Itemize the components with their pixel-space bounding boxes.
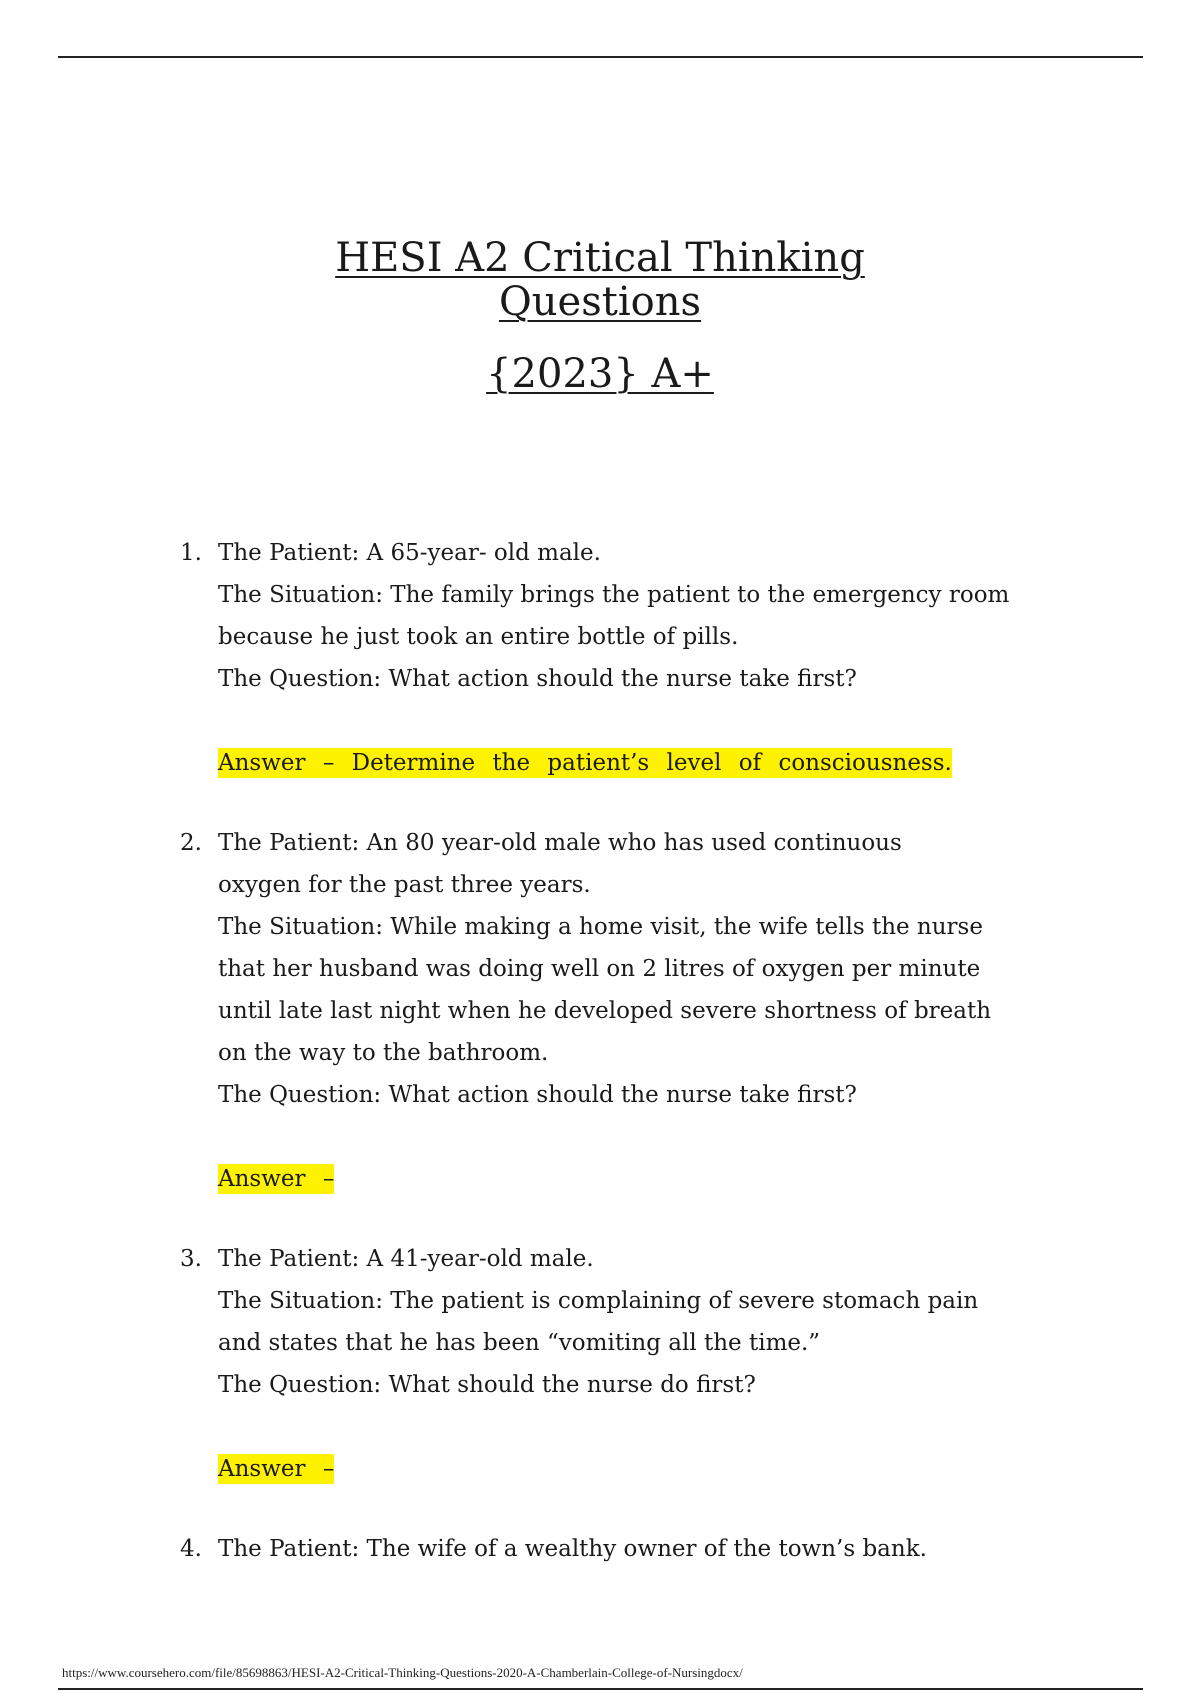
title-line-1: HESI A2 Critical Thinking: [335, 235, 865, 281]
answer-highlight: Answer –: [218, 1166, 335, 1192]
question-item-2: [0, 822, 1200, 1200]
patient-text: oxygen for the past three years.: [218, 872, 591, 898]
footer-rule: [58, 1688, 1143, 1690]
document-subtitle: [0, 350, 1200, 398]
patient-text: The Patient: The wife of a wealthy owner of the town’s bank.: [218, 1536, 927, 1562]
question-body: [218, 822, 1098, 1200]
document-title: [0, 236, 1200, 280]
question-number: 2.: [180, 830, 202, 856]
subtitle-text: {2023} A+: [486, 351, 714, 397]
question-number: 4.: [180, 1536, 202, 1562]
spacer: [218, 1406, 1098, 1448]
question-item-4: [0, 1528, 1200, 1570]
question-list: [0, 532, 1200, 1608]
patient-text: The Patient: A 65-year- old male.: [218, 540, 601, 566]
answer-line: [218, 742, 1098, 784]
question-item-3: [0, 1238, 1200, 1490]
patient-text: The Patient: An 80 year-old male who has used continuous: [218, 830, 902, 856]
situation-text: The Situation: The patient is complaining of severe stomach pain: [218, 1288, 979, 1314]
title-line-2: Questions: [499, 279, 701, 325]
situation-text: The Situation: While making a home visit, the wife tells the nurse: [218, 914, 983, 940]
question-number: 1.: [180, 540, 202, 566]
situation-text: because he just took an entire bottle of pills.: [218, 624, 739, 650]
question-number: 3.: [180, 1246, 202, 1272]
answer-line: [218, 1448, 1098, 1490]
question-body: [218, 532, 1098, 784]
situation-text: until late last night when he developed severe shortness of breath: [218, 998, 992, 1024]
situation-text: that her husband was doing well on 2 litres of oxygen per minute: [218, 956, 981, 982]
answer-highlight: Answer – Determine the patient’s level of consciousness.: [218, 750, 952, 776]
question-item-1: [0, 532, 1200, 784]
spacer: [218, 700, 1098, 742]
answer-highlight: Answer –: [218, 1456, 335, 1482]
question-body: [218, 1238, 1098, 1490]
situation-text: and states that he has been “vomiting all the time.”: [218, 1330, 821, 1356]
question-text: The Question: What action should the nurse take first?: [218, 666, 857, 692]
document-title-continued: [0, 280, 1200, 324]
situation-text: The Situation: The family brings the patient to the emergency room: [218, 582, 1010, 608]
question-text: The Question: What action should the nurse take first?: [218, 1082, 857, 1108]
question-body: [218, 1528, 1098, 1570]
source-url-link[interactable]: https://www.coursehero.com/file/85698863/HESI-A2-Critical-Thinking-Questions-2020-A-Chamberlain-College-of-Nursingdocx/: [62, 1665, 743, 1680]
spacer: [218, 1116, 1098, 1158]
header-rule: [58, 56, 1143, 58]
situation-text: on the way to the bathroom.: [218, 1040, 549, 1066]
patient-text: The Patient: A 41-year-old male.: [218, 1246, 594, 1272]
document-title-block: [0, 236, 1200, 398]
answer-line: [218, 1158, 1098, 1200]
question-text: The Question: What should the nurse do first?: [218, 1372, 756, 1398]
